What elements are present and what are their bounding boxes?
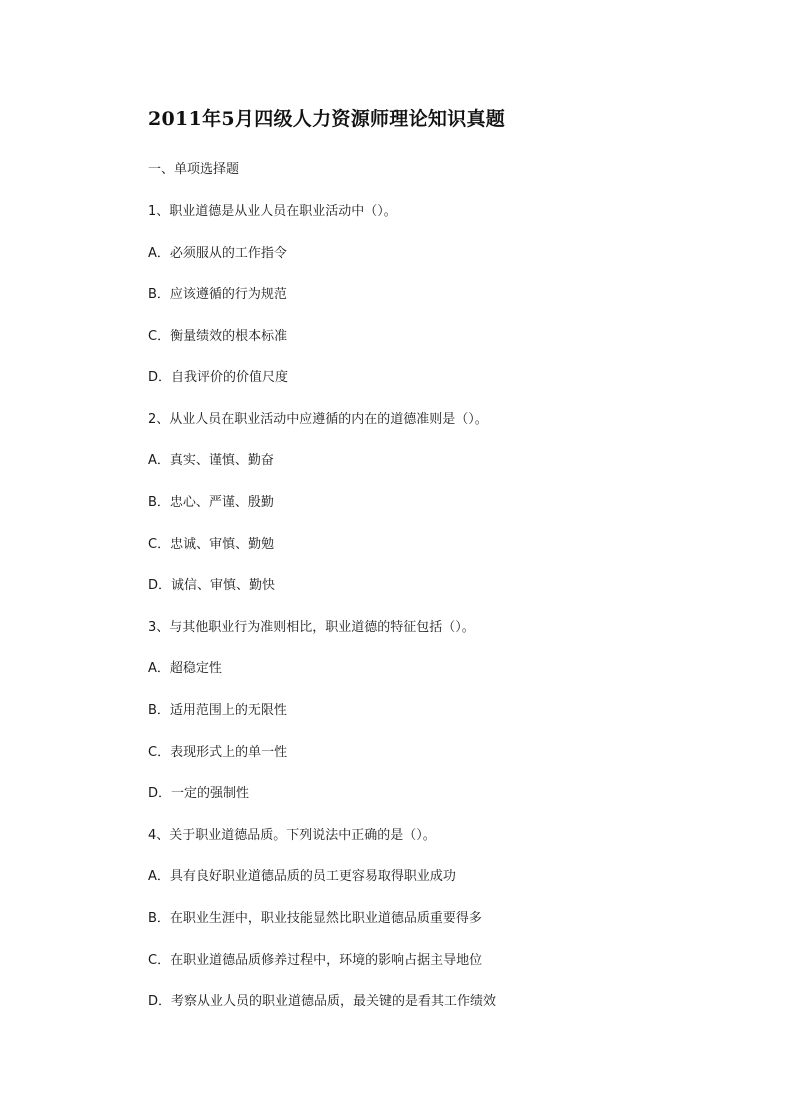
question-1-option-c: C．衡量绩效的根本标准 bbox=[148, 329, 288, 344]
question-2-stem: 2、从业人员在职业活动中应遵循的内在的道德准则是（）。 bbox=[148, 412, 488, 427]
question-4-option-a: A．具有良好职业道德品质的员工更容易取得职业成功 bbox=[148, 869, 456, 884]
question-4-option-b: B．在职业生涯中，职业技能显然比职业道德品质重要得多 bbox=[148, 911, 482, 926]
question-2-option-b: B．忠心、严谨、殷勤 bbox=[148, 495, 274, 510]
section-heading: 一、单项选择题 bbox=[148, 162, 240, 177]
question-1-option-a: A．必须服从的工作指令 bbox=[148, 246, 287, 261]
question-1-option-b: B．应该遵循的行为规范 bbox=[148, 287, 287, 302]
question-1-option-d: D．自我评价的价值尺度 bbox=[148, 370, 289, 385]
question-2-option-a: A．真实、谨慎、勤奋 bbox=[148, 453, 274, 468]
question-3-option-b: B．适用范围上的无限性 bbox=[148, 703, 287, 718]
question-4-option-d: D．考察从业人员的职业道德品质，最关键的是看其工作绩效 bbox=[148, 994, 497, 1009]
question-3-option-c: C．表现形式上的单一性 bbox=[148, 745, 288, 760]
question-2-option-c: C．忠诚、审慎、勤勉 bbox=[148, 537, 275, 552]
document-title: 2011年5月四级人力资源师理论知识真题 bbox=[148, 108, 506, 130]
question-2-option-d: D．诚信、审慎、勤快 bbox=[148, 578, 276, 593]
question-4-stem: 4、关于职业道德品质。下列说法中正确的是（）。 bbox=[148, 828, 436, 843]
question-3-stem: 3、与其他职业行为准则相比，职业道德的特征包括（）。 bbox=[148, 620, 475, 635]
question-1-stem: 1、职业道德是从业人员在职业活动中（）。 bbox=[148, 204, 397, 219]
question-3-option-d: D．一定的强制性 bbox=[148, 786, 250, 801]
question-3-option-a: A．超稳定性 bbox=[148, 661, 222, 676]
question-4-option-c: C．在职业道德品质修养过程中，环境的影响占据主导地位 bbox=[148, 953, 483, 968]
